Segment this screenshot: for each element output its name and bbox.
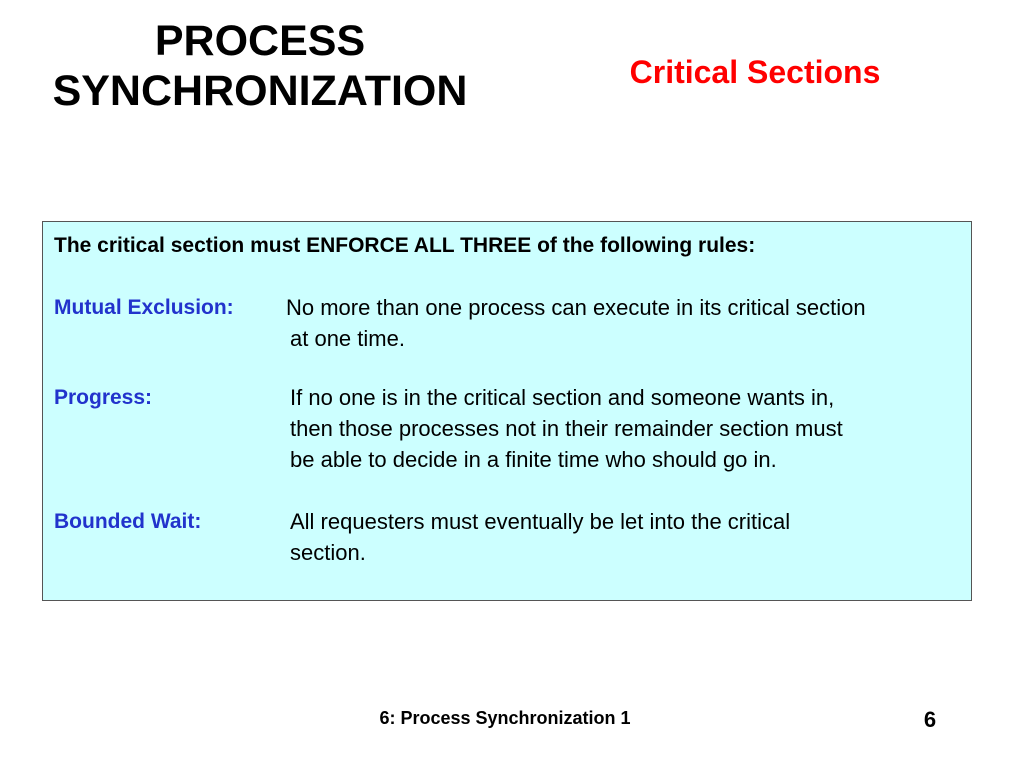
rule-description <box>286 292 970 354</box>
rule-description-line: then those processes not in their remainder section must <box>290 416 843 441</box>
rule-description-line: All requesters must eventually be let into the critical <box>290 509 791 534</box>
slide-title-line-1: PROCESS <box>154 17 366 65</box>
rule-description-line: No more than one process can execute in its critical section <box>286 295 866 320</box>
rule-description-line: section. <box>290 540 366 565</box>
rule-description-line: at one time. <box>290 326 405 351</box>
page-number: 6 <box>923 707 937 732</box>
rule-term: Progress: <box>54 386 153 409</box>
rule-description-line: If no one is in the critical section and someone wants in, <box>290 385 835 410</box>
rule-description <box>290 382 970 475</box>
rule-description-line: be able to decide in a finite time who should go in. <box>290 447 777 472</box>
rules-intro: The critical section must ENFORCE ALL THREE of the following rules: <box>54 234 756 257</box>
slide-footer: 6: Process Synchronization 1 <box>379 708 631 728</box>
rule-term: Mutual Exclusion: <box>54 296 234 319</box>
slide-title <box>0 16 520 116</box>
slide-title-line-2: SYNCHRONIZATION <box>52 67 468 115</box>
rule-term: Bounded Wait: <box>54 510 202 533</box>
slide-subtitle: Critical Sections <box>629 54 881 90</box>
rule-description <box>290 506 970 568</box>
rules-box <box>42 221 972 601</box>
